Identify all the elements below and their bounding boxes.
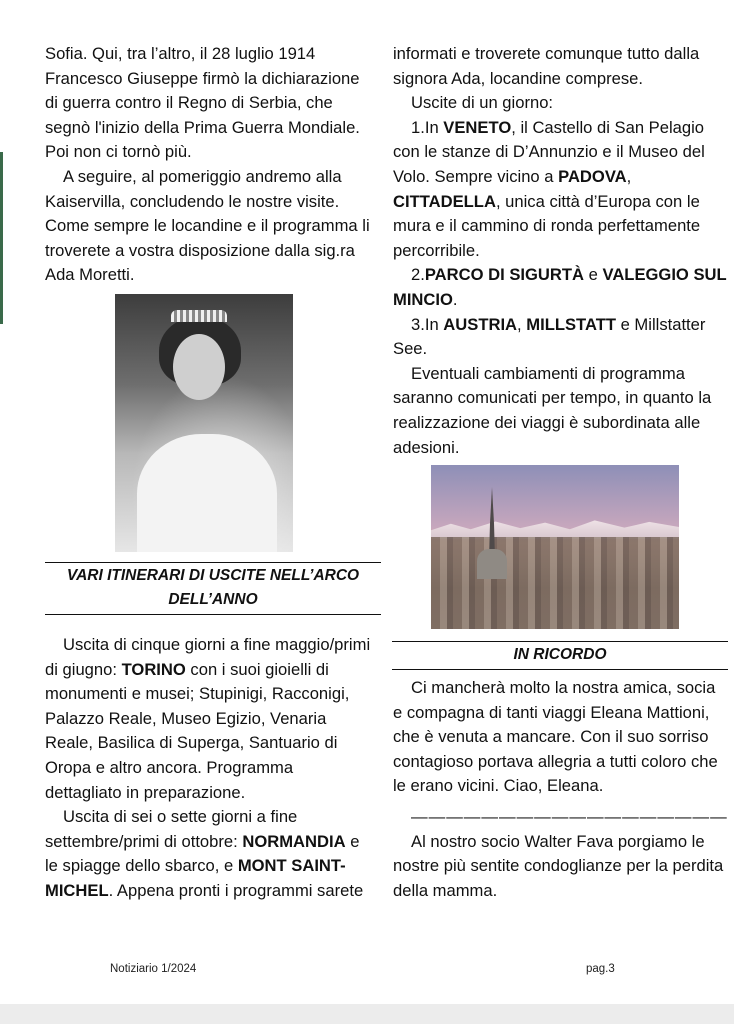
left-paragraph-2: A seguire, al pomeriggio andremo alla Kaiservilla, concludendo le nostre visite. Come sempre le locandine e il programma li troverete a vostra disposizione dalla sig.ra Ada Moretti. [45, 166, 370, 285]
right-paragraph-day-trips: Uscite di un giorno: [411, 93, 554, 113]
left-paragraph-normandia: Uscita di sei o sette giorni a fine settembre/primi di ottobre: NORMANDIA e le spiagge dello sbarco, e MONT SAINT-MICHEL. Appena pronti i programmi sarete [45, 807, 364, 900]
turin-skyline-photo [431, 465, 679, 629]
day-trip-item-2: 2.PARCO DI SIGURTÀ e VALEGGIO SUL MINCIO. [393, 265, 727, 309]
day-trip-item-1: 1.In VENETO, il Castello di San Pelagio con le stanze di D’Annunzio e il Museo del Volo. Sempre vicino a PADOVA, CITTADELLA, unica città d’Europa con le mura e il cammino di ronda perfettamente percorribile. [393, 117, 705, 260]
day-trip-item-3: 3.In AUSTRIA, MILLSTATT e Millstatter See. [393, 314, 706, 359]
left-column [45, 42, 373, 903]
itineraries-heading: VARI ITINERARI DI USCITE NELL’ARCO DELL’ANNO [45, 562, 381, 615]
left-paragraph-1: Sofia. Qui, tra l’altro, il 28 luglio 1914 Francesco Giuseppe firmò la dichiarazione di guerra contro il Regno di Serbia, che segnò l'inizio della Prima Guerra Mondiale. Poi non ci tornò più. [45, 44, 360, 162]
left-paragraph-torino: Uscita di cinque giorni a fine maggio/primi di giugno: TORINO con i suoi gioielli di monumenti e musei; Stupinigi, Racconigi, Palazzo Reale, Museo Egizio, Venaria Reale, Basilica di Superga, Santuario di Oropa e altro ancora. Programma dettagliato in preparazione. [45, 634, 371, 802]
empress-portrait-photo [115, 294, 293, 552]
in-memory-heading: IN RICORDO [392, 641, 728, 670]
bottom-strip [0, 1004, 734, 1024]
right-paragraph-changes: Eventuali cambiamenti di programma saranno comunicati per tempo, in quanto la realizzazione dei viaggi è subordinata alle adesioni. [393, 363, 712, 457]
condolences-paragraph: Al nostro socio Walter Fava porgiamo le nostre più sentite condoglianze per la perdita della mamma. [393, 831, 724, 900]
in-memory-paragraph: Ci mancherà molto la nostra amica, socia e compagna di tanti viaggi Eleana Mattioni, che è venuta a mancare. Con il suo sorriso contagioso portava allegria a tutti coloro che le erano vicini. Ciao, Eleana. [393, 678, 718, 796]
section-divider: —————————————————— [411, 807, 728, 827]
right-column [393, 42, 728, 903]
footer-issue: Notiziario 1/2024 [110, 963, 197, 975]
footer-page-number: pag.3 [586, 963, 615, 975]
page-edge-strip [0, 152, 3, 324]
right-paragraph-1: informati e troverete comunque tutto dalla signora Ada, locandine comprese. [393, 44, 700, 88]
